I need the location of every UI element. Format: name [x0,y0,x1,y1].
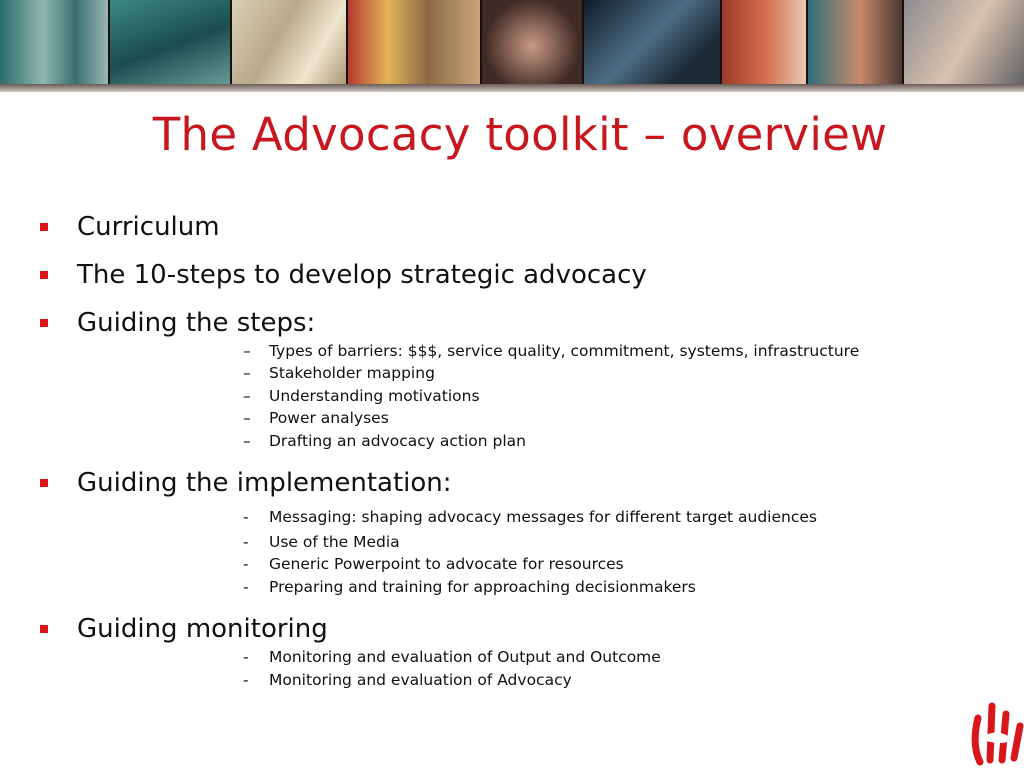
square-bullet-icon [40,479,48,487]
medical-scan-photo [584,0,720,92]
bullet-label: Guiding the implementation: [77,468,452,498]
bullet-10-steps [40,257,647,293]
banner-shadow [0,84,1024,92]
test-tubes-photo [0,0,108,92]
holding-hands-photo [808,0,902,92]
sub-item: – Stakeholder mapping [243,364,435,382]
square-bullet-icon [40,625,48,633]
hand-with-pills-photo [482,0,582,92]
sub-item: – Types of barriers: $$$, service quality, commitment, systems, infrastructure [243,342,860,360]
bullet-label: Guiding the steps: [77,308,316,338]
slide-title: The Advocacy toolkit – overview [152,108,888,161]
bullet-guiding-implementation [40,465,452,501]
sub-item: - Messaging: shaping advocacy messages for different target audiences [243,508,817,526]
sub-item: – Understanding motivations [243,387,480,405]
hand-tablets-photo [904,0,1024,92]
bullet-curriculum [40,209,220,245]
sub-item: – Drafting an advocacy action plan [243,432,526,450]
sub-item: - Preparing and training for approaching decisionmakers [243,578,696,596]
documents-photo [232,0,346,92]
bullet-guiding-steps [40,305,315,341]
square-bullet-icon [40,271,48,279]
pills-photo [348,0,480,92]
hand-logo-icon [966,696,1024,768]
sub-item: - Use of the Media [243,533,400,551]
sub-item: - Monitoring and evaluation of Output and Outcome [243,648,661,666]
clinic-photo [722,0,806,92]
sub-item: - Monitoring and evaluation of Advocacy [243,671,572,689]
bullet-label: Guiding monitoring [77,614,328,644]
sub-item: – Power analyses [243,409,389,427]
photo-banner [0,0,1024,92]
square-bullet-icon [40,223,48,231]
bullet-guiding-monitoring [40,611,328,647]
x-ray-photo [110,0,230,92]
square-bullet-icon [40,319,48,327]
sub-item: - Generic Powerpoint to advocate for resources [243,555,624,573]
bullet-label: The 10-steps to develop strategic advocacy [77,260,647,290]
bullet-label: Curriculum [77,212,220,242]
